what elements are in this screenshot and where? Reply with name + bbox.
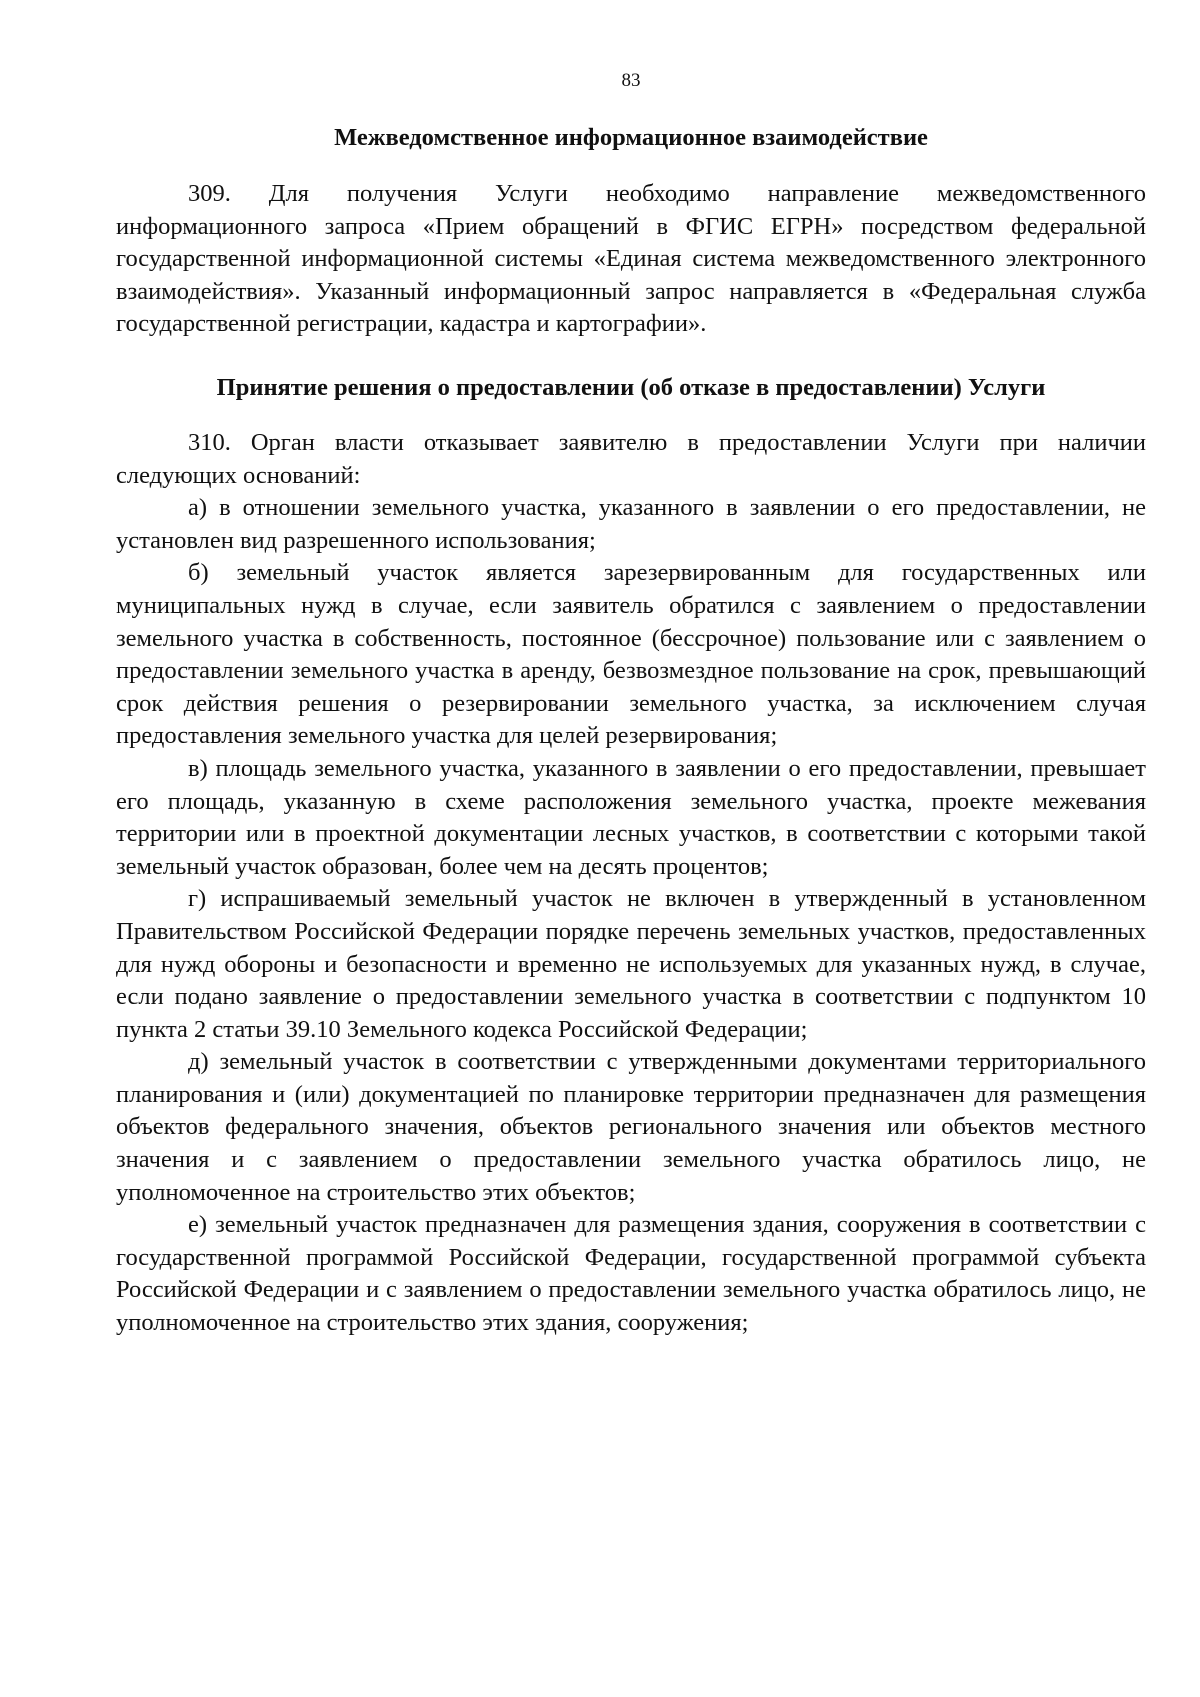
list-item-d: д) земельный участок в соответствии с утвержденными документами территориального планирования и (или) документацией по планировке территории предназначен для размещения объектов федерального значения, объектов регионального значения или объектов местного значения и с заявлением о предоставлении земельного участка обратилось лицо, не уполномоченное на строительство этих объектов;: [116, 1048, 1146, 1206]
paragraph-309: 309. Для получения Услуги необходимо направление межведомственного информационного запроса «Прием обращений в ФГИС ЕГРН» посредством федеральной государственной информационной системы «Единая система межведомственного электронного взаимодействия». Указанный информационный запрос направляется в «Федеральная служба государственной регистрации, кадастра и картографии».: [116, 180, 1146, 338]
list-item-a: а) в отношении земельного участка, указанного в заявлении о его предоставлении, не установлен вид разрешенного использования;: [116, 494, 1146, 554]
section-heading-interagency: Межведомственное информационное взаимодействие: [334, 124, 928, 151]
list-item-b: б) земельный участок является зарезервированным для государственных или муниципальных нужд в случае, если заявитель обратился с заявлением о предоставлении земельного участка в собственность, постоянное (бессрочное) пользование или с заявлением о предоставлении земельного участка в аренду, безвозмездное пользование на срок, превышающий срок действия решения о резервировании земельного участка, за исключением случая предоставления земельного участка для целей резервирования;: [116, 559, 1146, 750]
page-number: 83: [621, 70, 641, 91]
section-heading-decision: Принятие решения о предоставлении (об отказе в предоставлении) Услуги: [216, 374, 1046, 401]
decision-block: [116, 427, 1146, 1340]
list-item-e: е) земельный участок предназначен для размещения здания, сооружения в соответствии с государственной программой Российской Федерации, государственной программой субъекта Российской Федерации и с заявлением о предоставлении земельного участка обратилось лицо, не уполномоченное на строительство этих здания, сооружения;: [116, 1211, 1146, 1337]
paragraph-310-intro: 310. Орган власти отказывает заявителю в предоставлении Услуги при наличии следующих оснований:: [116, 429, 1146, 489]
list-item-g: г) испрашиваемый земельный участок не включен в утвержденный в установленном Правительством Российской Федерации порядке перечень земельных участков, предоставленных для нужд обороны и безопасности и временно не используемых для указанных нужд, в случае, если подано заявление о предоставлении земельного участка в соответствии с подпунктом 10 пункта 2 статьи 39.10 Земельного кодекса Российской Федерации;: [116, 885, 1146, 1043]
list-item-v: в) площадь земельного участка, указанного в заявлении о его предоставлении, превышает его площадь, указанную в схеме расположения земельного участка, проекте межевания территории или в проектной документации лесных участков, в соответствии с которыми такой земельный участок образован, более чем на десять процентов;: [116, 754, 1146, 880]
